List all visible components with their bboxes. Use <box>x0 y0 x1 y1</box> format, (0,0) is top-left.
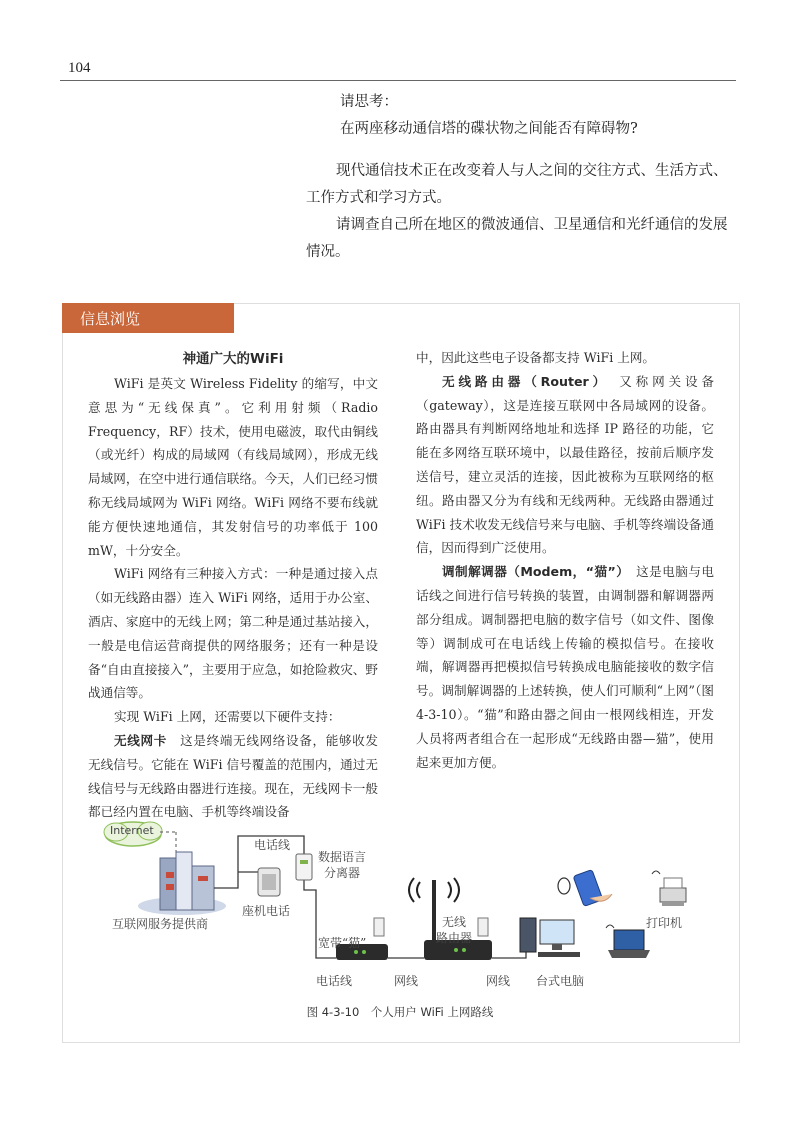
page-number: 104 <box>68 60 91 76</box>
info-title: 神通广大的WiFi <box>182 351 284 367</box>
internet-label: Internet <box>110 824 154 837</box>
intro-text <box>306 158 738 266</box>
intro-paragraph-2: 请调查自己所在地区的微波通信、卫星通信和光纤通信的发展情况。 <box>306 217 728 260</box>
think-label: 请思考： <box>340 94 398 110</box>
think-question: 在两座移动通信塔的碟状物之间能否有障碍物? <box>340 121 638 137</box>
router-label-2: 路由器 <box>436 931 473 945</box>
router-paragraph <box>416 370 714 560</box>
smartphone-icon <box>558 870 612 907</box>
intro-paragraph-1: 现代通信技术正在改变着人与人之间的交往方式、生活方式、工作方式和学习方式。 <box>306 163 728 206</box>
hardware-paragraph: 实现 WiFi 上网，还需要以下硬件支持： <box>114 709 341 725</box>
laptop-icon <box>606 925 650 958</box>
phone-line-top-label: 电话线 <box>254 838 291 852</box>
desktop-label: 台式电脑 <box>536 974 585 988</box>
modem-paragraph <box>416 560 714 774</box>
landline-label: 座机电话 <box>242 904 291 918</box>
phone-wire <box>214 836 526 958</box>
printer-icon <box>652 871 686 906</box>
desktop-computer-icon <box>520 918 580 957</box>
router-text: 又称网关设备（gateway），这是连接互联网中各局域网的设备。路由器具有判断网络地址和选择 IP 路径的功能，它能在多网络互联环境中，以最佳路径，按前后顺序发送信号，建立灵活的连接，因此被称为互联网络的枢纽。路由器又分为有线和无线两种。无线路由器通过 WiFi 技术收发无线信号来与电脑、手机等终端设备通信，因而得到广泛使用。 <box>416 373 715 556</box>
info-box-tab-label: 信息浏览 <box>80 310 141 328</box>
header-rule <box>60 80 736 81</box>
splitter-icon <box>296 854 312 880</box>
wifi-access-paragraph: WiFi 网络有三种接入方式：一种是通过接入点（如无线路由器）连入 WiFi 网络，适用于办公室、酒店、家庭中的无线上网；第二种是通过基站接入，一般是电信运营商提供的网络服务；还有一种是设备“自由直接接入”，主要用于应急，如抢险救灾、野战通信等。 <box>88 566 378 701</box>
modem-label: 宽带“猫” <box>318 936 367 950</box>
cable-2-label: 网线 <box>486 974 511 988</box>
isp-building-icon <box>138 852 226 915</box>
isp-label: 互联网服务提供商 <box>112 917 209 931</box>
nic-term: 无线网卡 <box>114 732 167 748</box>
printer-label: 打印机 <box>646 916 683 930</box>
phone-line-bottom-label: 电话线 <box>316 974 353 988</box>
wifi-intro-paragraph: WiFi 是英文 Wireless Fidelity 的缩写，中文意思为“无线保真”。它利用射频（Radio Frequency，RF）技术，使用电磁波，取代由铜线（或光纤）构成的局域网（有线局域网），形成无线局域网，在空中进行通信联络。今天，人们已经习惯称无线局域网为 WiFi 网络。WiFi 网络不要布线就能方便快速地通信，其发射信号的功率低于 100 mW，十分安全。 <box>88 376 378 558</box>
landline-phone-icon <box>258 868 280 896</box>
nic-text: 这是终端无线网络设备，能够收发无线信号。它能在 WiFi 信号覆盖的范围内，通过无线信号与无线路由器进行连接。现在，无线网卡一般都已经内置在电脑、手机等终端设备 <box>88 732 379 820</box>
modem-text: 这是电脑与电话线之间进行信号转换的装置，由调制器和解调器两部分组成。调制器把电脑的数字信号（如文件、图像等）调制成可在电话线上传输的模拟信号。在接收端，解调器再把模拟信号转换成电脑能接收的数字信号。调制解调器的上述转换，使人们可顺利“上网”（图 4-3-10）。“猫”和路由器之间由一根网线相连，开发人员将两者组合在一起形成“无线路由器—猫”，使用起来更加方便。 <box>416 564 714 770</box>
splitter-label-1: 数据语言 <box>318 850 367 864</box>
nic-continued: 中，因此这些电子设备都支持 WiFi 上网。 <box>416 350 656 365</box>
info-right-column <box>416 346 714 774</box>
figure-caption: 图 4-3-10 个人用户 WiFi 上网路线 <box>306 1005 494 1019</box>
splitter-label-2: 分离器 <box>324 866 361 880</box>
info-left-column <box>88 346 378 824</box>
router-label-1: 无线 <box>442 915 467 929</box>
router-term: 无线路由器（Router） <box>442 373 603 389</box>
modem-term: 调制解调器（Modem，“猫”） <box>442 564 624 580</box>
cable-1-label: 网线 <box>394 974 419 988</box>
info-box-tab <box>62 303 234 333</box>
